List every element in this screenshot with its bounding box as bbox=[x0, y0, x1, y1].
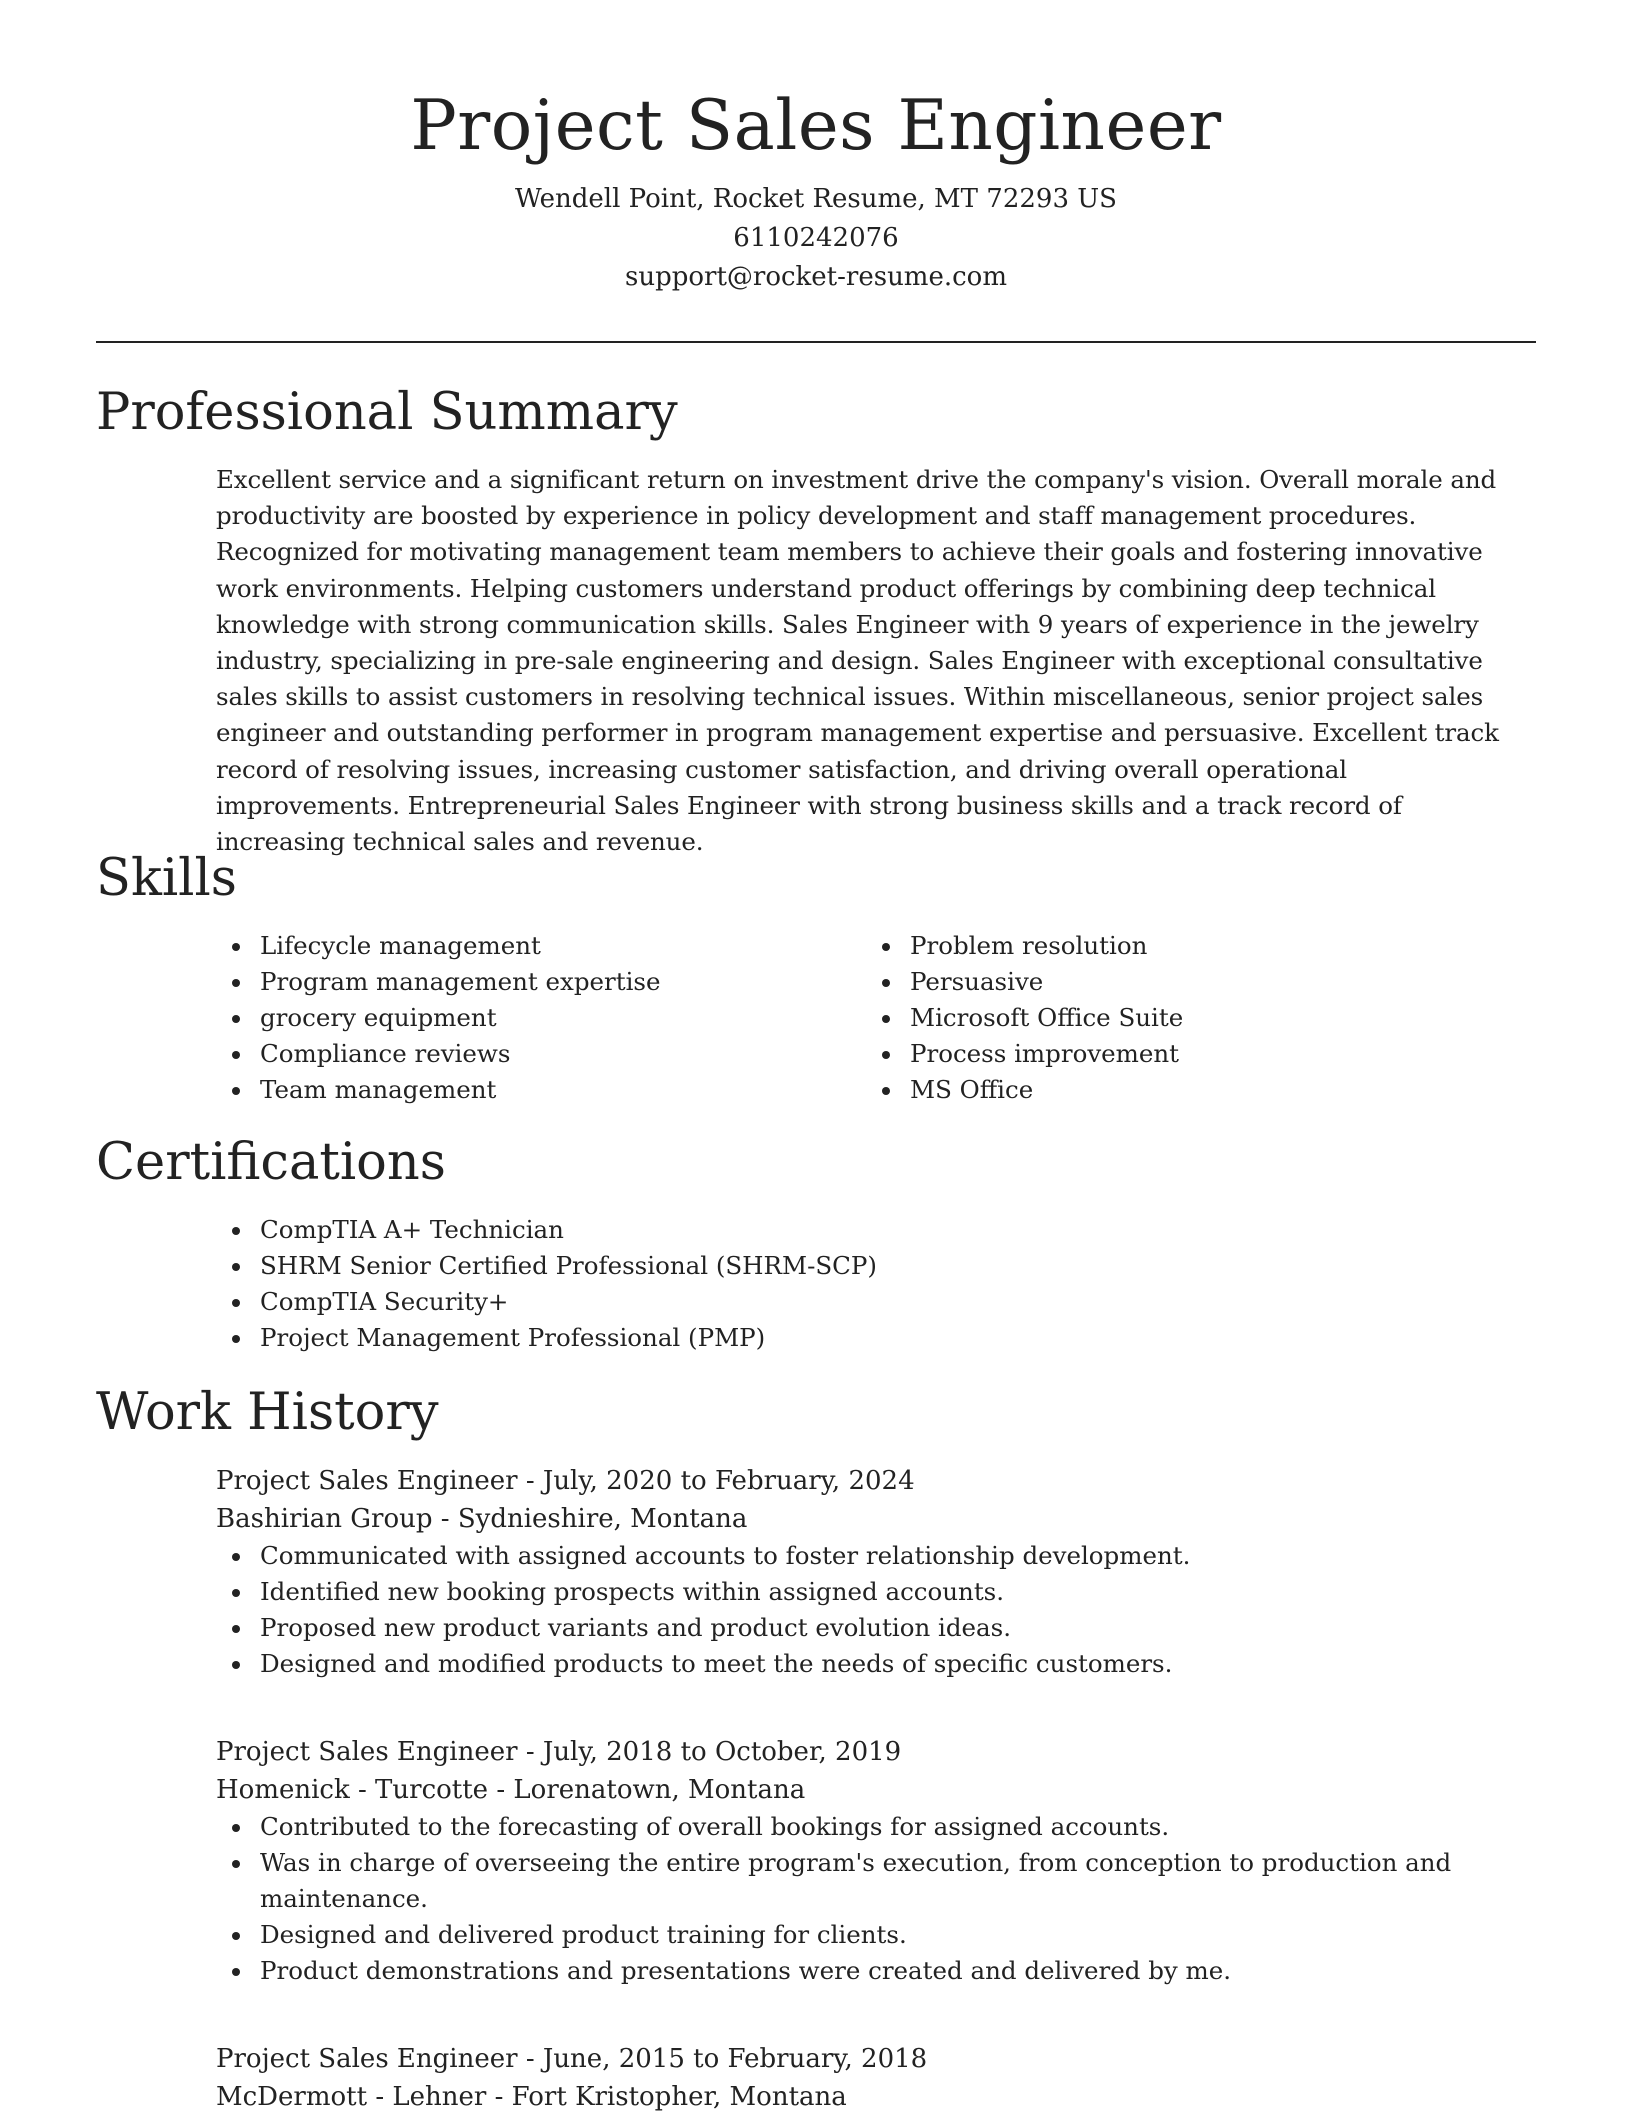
job-dates: July, 2020 to February, 2024 bbox=[542, 1466, 915, 1496]
skill-item: grocery equipment bbox=[216, 1000, 816, 1036]
skill-item: MS Office bbox=[866, 1072, 1466, 1108]
job-duty: Designed and delivered product training for clients. bbox=[216, 1917, 1536, 1953]
skill-item: Team management bbox=[216, 1072, 816, 1108]
job-duty: Designed and modified products to meet the needs of specific customers. bbox=[216, 1646, 1536, 1682]
job-duty: Proposed new product variants and product evolution ideas. bbox=[216, 1610, 1536, 1646]
job-title-line: Project Sales Engineer - July, 2018 to October, 2019 bbox=[216, 1737, 902, 1767]
job-company: McDermott - Lehner bbox=[216, 2082, 487, 2112]
job-company-line: McDermott - Lehner - Fort Kristopher, Montana bbox=[216, 2082, 847, 2112]
skill-item: Microsoft Office Suite bbox=[866, 1000, 1466, 1036]
job-duties-list bbox=[216, 1809, 1536, 1989]
job-position: Project Sales Engineer bbox=[216, 1466, 518, 1496]
job-dates: June, 2015 to February, 2018 bbox=[542, 2044, 928, 2074]
contact-email[interactable]: support@rocket-resume.com bbox=[624, 262, 1007, 292]
job-company: Bashirian Group bbox=[216, 1504, 433, 1534]
skills-list-left bbox=[216, 928, 816, 1108]
job-duty: Identified new booking prospects within assigned accounts. bbox=[216, 1574, 1536, 1610]
skill-item: Process improvement bbox=[866, 1036, 1466, 1072]
header-divider bbox=[96, 341, 1536, 343]
skill-item: Program management expertise bbox=[216, 964, 816, 1000]
job-position: Project Sales Engineer bbox=[216, 1737, 518, 1767]
job-location: Sydnieshire, Montana bbox=[457, 1504, 748, 1534]
contact-phone: 6110242076 bbox=[733, 223, 899, 253]
skill-item: Persuasive bbox=[866, 964, 1466, 1000]
job-location: Fort Kristopher, Montana bbox=[511, 2082, 847, 2112]
contact-address: Wendell Point, Rocket Resume, MT 72293 US bbox=[515, 184, 1117, 214]
job-duty: Was in charge of overseeing the entire program's execution, from conception to production and maintenance. bbox=[216, 1845, 1536, 1917]
skill-item: Compliance reviews bbox=[216, 1036, 816, 1072]
job-title-line: Project Sales Engineer - July, 2020 to February, 2024 bbox=[216, 1466, 915, 1496]
resume-header bbox=[96, 82, 1536, 297]
certification-item: Project Management Professional (PMP) bbox=[216, 1320, 1416, 1356]
job-company-line: Homenick - Turcotte - Lorenatown, Montana bbox=[216, 1775, 806, 1805]
skills-heading: Skills bbox=[96, 849, 237, 908]
skills-list-right bbox=[866, 928, 1466, 1108]
job-title-line: Project Sales Engineer - June, 2015 to February, 2018 bbox=[216, 2044, 928, 2074]
certification-item: CompTIA A+ Technician bbox=[216, 1212, 1416, 1248]
candidate-name: Project Sales Engineer bbox=[410, 86, 1222, 166]
job-entry bbox=[216, 2040, 1536, 2112]
job-company-line: Bashirian Group - Sydnieshire, Montana bbox=[216, 1504, 748, 1534]
job-duty: Communicated with assigned accounts to foster relationship development. bbox=[216, 1538, 1536, 1574]
certification-item: SHRM Senior Certified Professional (SHRM-SCP) bbox=[216, 1248, 1416, 1284]
job-dates: July, 2018 to October, 2019 bbox=[542, 1737, 902, 1767]
job-entry bbox=[216, 1462, 1536, 1682]
job-duties-list bbox=[216, 1538, 1536, 1682]
job-duty: Contributed to the forecasting of overall bookings for assigned accounts. bbox=[216, 1809, 1536, 1845]
skill-item: Lifecycle management bbox=[216, 928, 816, 964]
certifications-heading: Certifications bbox=[96, 1133, 446, 1192]
skill-item: Problem resolution bbox=[866, 928, 1466, 964]
job-company: Homenick - Turcotte bbox=[216, 1775, 489, 1805]
job-duty: Product demonstrations and presentations were created and delivered by me. bbox=[216, 1953, 1536, 1989]
job-position: Project Sales Engineer bbox=[216, 2044, 518, 2074]
summary-heading: Professional Summary bbox=[96, 383, 678, 442]
job-location: Lorenatown, Montana bbox=[513, 1775, 806, 1805]
work-history-heading: Work History bbox=[96, 1383, 439, 1442]
summary-text: Excellent service and a significant return on investment drive the company's vision. Overall morale and productivity are boosted by experience in policy development and staff management procedures. Recognized for motivating management team members to achieve their goals and fostering innovative work environments. Helping customers understand product offerings by combining deep technical knowledge with strong communication skills. Sales Engineer with 9 years of experience in the jewelry industry, specializing in pre-sale engineering and design. Sales Engineer with exceptional consultative sales skills to assist customers in resolving technical issues. Within miscellaneous, senior project sales engineer and outstanding performer in program management expertise and persuasive. Excellent track record of resolving issues, increasing customer satisfaction, and driving overall operational improvements. Entrepreneurial Sales Engineer with strong business skills and a track record of increasing technical sales and revenue. bbox=[216, 465, 1499, 857]
job-entry bbox=[216, 1733, 1536, 1989]
certifications-list bbox=[216, 1212, 1416, 1356]
certification-item: CompTIA Security+ bbox=[216, 1284, 1416, 1320]
